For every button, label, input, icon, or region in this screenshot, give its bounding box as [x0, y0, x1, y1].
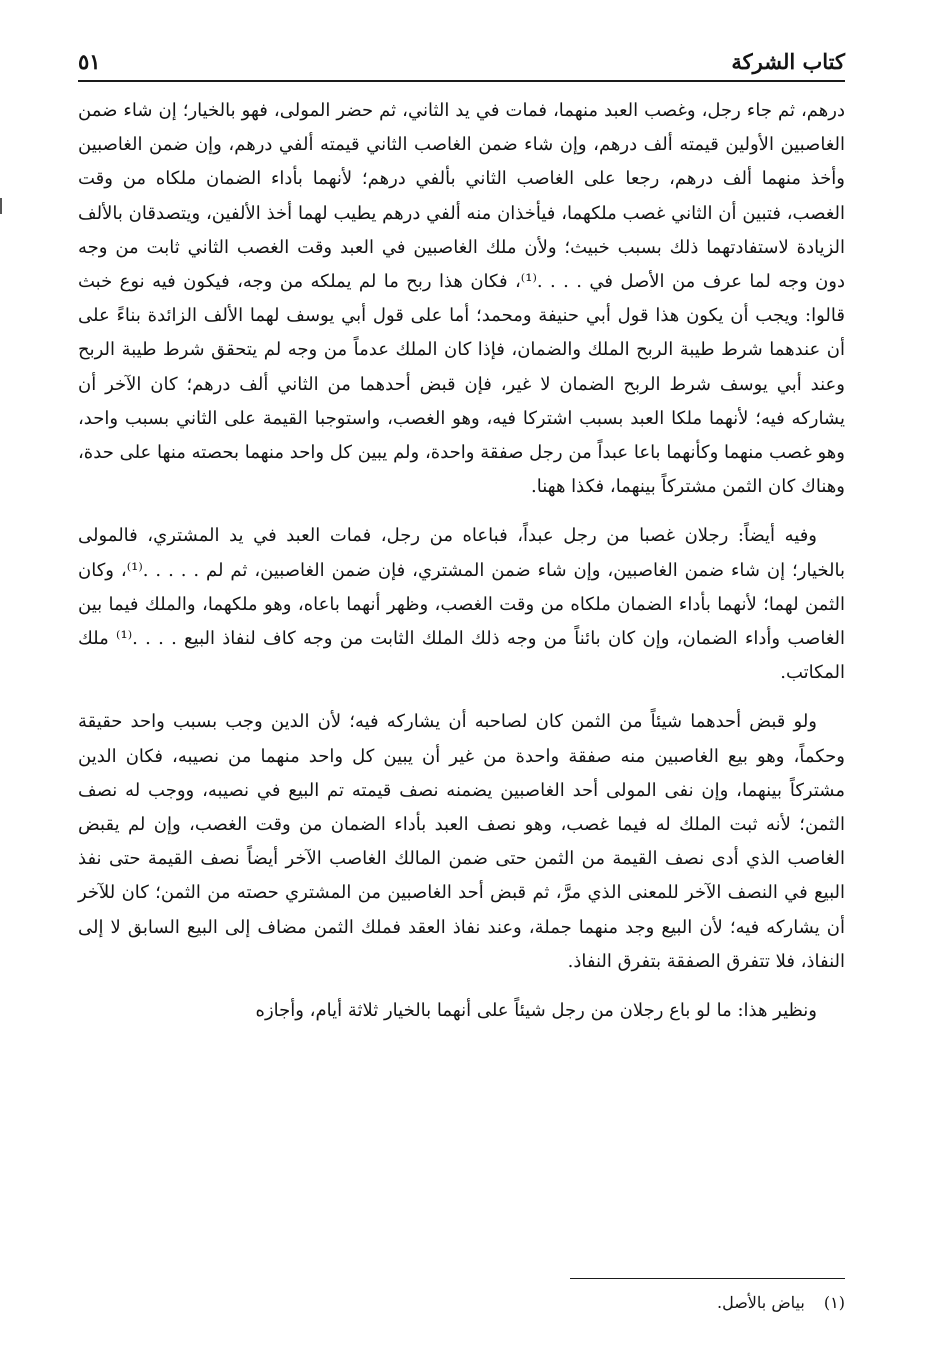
page-header [78, 36, 845, 82]
main-text [78, 94, 845, 1028]
paragraph-2: وفيه أيضاً: رجلان غصبا من رجل عبداً، فباعاه من رجل، فمات العبد في يد المشتري، فالمولى بالخيار؛ إن شاء ضمن الغاصبين، وإن شاء ضمن المشتري، فإن ضمن الغاصبين، ثم لم . . . . .⁽¹⁾، وكان الثمن لهما؛ لأنهما بأداء الضمان ملكاه من وقت الغصب، وظهر أنهما باعاه، وهو ملكهما، والملك فيما بين الغاصب وأداء الضمان، وإن كان بائناً من وجه ذلك الملك الثابت من وجه كاف لنفاذ البيع . . . .⁽¹⁾ ملك المكاتب. [78, 525, 845, 684]
footnote [78, 1290, 845, 1316]
scan-edge-mark [0, 198, 2, 214]
paragraph-4: ونظير هذا: ما لو باع رجلان من رجل شيئاً على أنهما بالخيار ثلاثة أيام، وأجازه [255, 1000, 817, 1022]
footnote-divider [570, 1278, 845, 1279]
paragraph-1: درهم، ثم جاء رجل، وغصب العبد منهما، فمات في يد الثاني، ثم حضر المولى، فهو بالخيار؛ إن شاء ضمن الغاصبين الأولين قيمته ألف درهم، وإن شاء ضمن الغاصب الثاني قيمته ألفي درهم، وإن ضمن الغاصبين وأخذ منهما ألف درهم، رجعا على الغاصب الثاني بألفي درهم؛ لأنهما بأداء الضمان ملكاه من وقت الغصب، فتبين أن الثاني غصب ملكهما، فيأخذان منه ألفي درهم يطيب لهما أخذ الألفين، ويتصدقان بالألف الزيادة لاستفادتهما ذلك بسبب خبيث؛ ولأن ملك الغاصبين في العبد وقت الغصب الثاني ثابت من وجه دون وجه لما عرف من الأصل في . . . .⁽¹⁾، فكان هذا ربح ما لم يملكه من وجه، فيكون فيه نوع خبث قالوا: ويجب أن يكون هذا قول أبي حنيفة ومحمد؛ أما على قول أبي يوسف لهما الألف الزائدة بناءً على أن عندهما شرط طيبة الربح الملك والضمان، فإذا كان الملك عدماً من وجه لم يتحقق شرط طيبة الربح وعند أبي يوسف شرط الربح الضمان لا غير، فإن قبض أحدهما من الثاني ألف درهم؛ كان الآخر أن يشاركه فيه؛ لأنهما ملكا العبد بسبب اشتركا فيه، وهو الغصب، واستوجبا القيمة على الثاني بسبب واحد، وهو غصب منهما وكأنهما باعا عبداً من رجل صفقة واحدة، ولم يبين كل واحد منهما بحصته منها على حدة، وهناك كان الثمن مشتركاً بينهما، فكذا ههنا. [78, 100, 846, 498]
page-number: ٥١ [78, 49, 101, 74]
paragraph-3: ولو قبض أحدهما شيئاً من الثمن كان لصاحبه أن يشاركه فيه؛ لأن الدين وجب بسبب واحد حقيقة وحكماً، وهو بيع الغاصبين منه صفقة واحدة من غير أن يبين كل واحد منهما من نصيبه، فكان الدين مشتركاً بينهما، وإن نفى المولى أحد الغاصبين يضمنه نصف قيمته تم البيع في نصيبه، ووجب له نصف الثمن؛ لأنه ثبت الملك له فيما غصب، وهو نصف العبد بأداء الضمان من وقت الغصب، وإن لم يقبض الغاصب الذي أدى نصف القيمة من الثمن حتى ضمن المالك الغاصب الآخر أيضاً نصف القيمة حتى نفذ البيع في النصف الآخر للمعنى الذي مرَّ، ثم قبض أحد الغاصبين من المشتري حصته من الثمن؛ كان للآخر أن يشاركه فيه؛ لأن البيع وجد منهما جملة، وعند نفاذ العقد فملك الثمن مضاف إلى البيع السابق لا إلى النفاذ، فلا تتفرق الصفقة بتفرق النفاذ. [78, 711, 845, 972]
footnote-number: (١) [823, 1293, 845, 1312]
footnote-text: بياض بالأصل. [716, 1293, 805, 1312]
running-title: كتاب الشركة [731, 49, 845, 74]
